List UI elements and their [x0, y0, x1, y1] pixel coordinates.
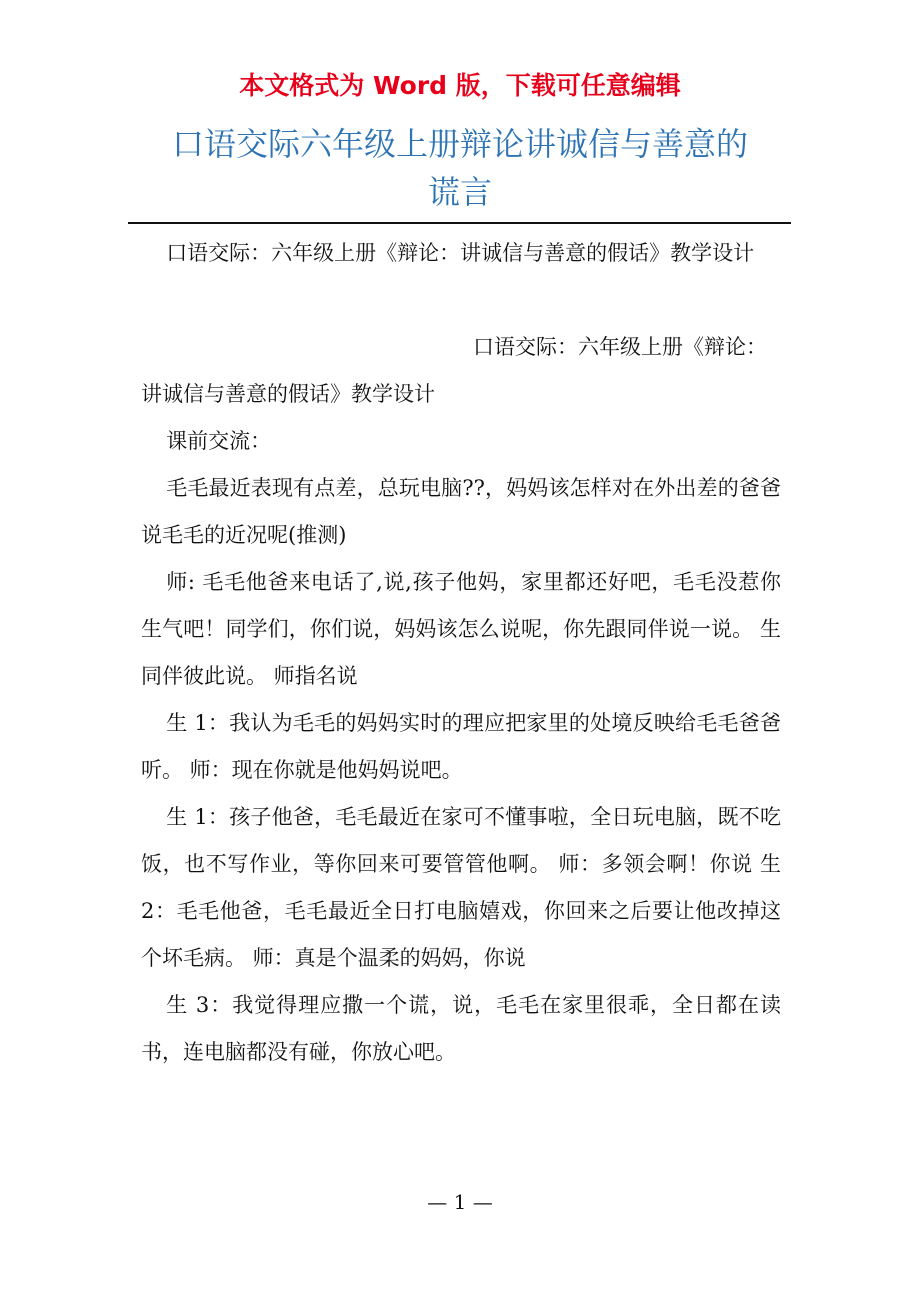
paragraph-subtitle: 口语交际：六年级上册《辩论：讲诚信与善意的假话》教学设计 — [166, 241, 755, 265]
format-banner: 本文格式为 Word 版，下载可任意编辑 — [239, 71, 681, 100]
title-line-2: 谎言 — [427, 173, 492, 211]
paragraph: 课前交流： — [166, 429, 272, 453]
paragraph: 毛毛最近表现有点差，总玩电脑??，妈妈该怎样对在外出差的爸爸说毛毛的近况呢(推测) — [141, 476, 781, 547]
title-divider — [128, 222, 791, 224]
page-number: — 1 — — [427, 1190, 493, 1214]
paragraph-heading-right: 口语交际：六年级上册《辩论： — [473, 335, 767, 359]
title-line-1: 口语交际六年级上册辩论讲诚信与善意的 — [171, 125, 748, 163]
document-body — [141, 230, 781, 1076]
document-title — [140, 120, 780, 216]
paragraph: 生 1：孩子他爸，毛毛最近在家可不懂事啦，全日玩电脑，既不吃饭，也不写作业，等你回来可要管管他啊。 师：多领会啊！你说 生 2：毛毛他爸，毛毛最近全日打电脑嬉戏，你回来之后要让他改掉这个坏毛病。 师：真是个温柔的妈妈，你说 — [141, 805, 781, 970]
paragraph: 生 3：我觉得理应撒一个谎，说，毛毛在家里很乖，全日都在读书，连电脑都没有碰，你放心吧。 — [141, 993, 781, 1064]
paragraph: 师: 毛毛他爸来电话了,说,孩子他妈，家里都还好吧，毛毛没惹你生气吧！同学们，你们说，妈妈该怎么说呢，你先跟同伴说一说。 生同伴彼此说。 师指名说 — [141, 570, 781, 688]
paragraph-heading-cont: 讲诚信与善意的假话》教学设计 — [141, 382, 435, 406]
paragraph: 生 1：我认为毛毛的妈妈实时的理应把家里的处境反映给毛毛爸爸听。 师：现在你就是他妈妈说吧。 — [141, 711, 781, 782]
